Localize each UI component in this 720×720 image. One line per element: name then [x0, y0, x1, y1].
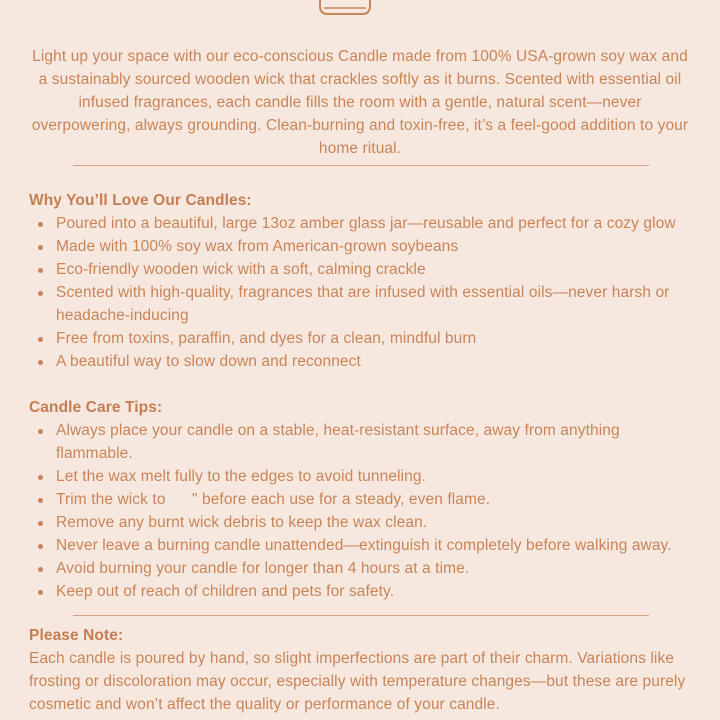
section-divider: [73, 615, 649, 616]
list-item: Always place your candle on a stable, heat-resistant surface, away from anything flammable.: [29, 419, 699, 465]
list-item: Free from toxins, paraffin, and dyes for a clean, mindful burn: [29, 327, 699, 350]
section-divider: [73, 165, 649, 166]
intro-paragraph: Light up your space with our eco-conscious Candle made from 100% USA-grown soy wax and a sustainably sourced wooden wick that crackles softly as it burns. Scented with essential oil infused fragrances, each candle fills the room with a gentle, natural scent—never overpowering, always grounding. Clean-burning and toxin-free, it’s a feel-good addition to your home ritual.: [31, 47, 689, 157]
why-love-heading: Why You’ll Love Our Candles:: [29, 192, 252, 209]
please-note-heading: Please Note:: [29, 627, 124, 644]
list-item: Scented with high-quality, fragrances that are infused with essential oils—never harsh or headache-inducing: [29, 281, 699, 327]
why-love-section: [29, 189, 699, 373]
care-tips-heading: Candle Care Tips:: [29, 399, 163, 416]
please-note-section: [29, 624, 699, 716]
list-item: Trim the wick to " before each use for a steady, even flame.: [29, 488, 699, 511]
please-note-text: Each candle is poured by hand, so slight imperfections are part of their charm. Variations like frosting or discoloration may occur, especially with temperature changes—but these are purely cosmetic and won’t affect the quality or performance of your candle.: [29, 650, 686, 713]
care-tips-section: [29, 396, 699, 603]
list-item: Remove any burnt wick debris to keep the wax clean.: [29, 511, 699, 534]
list-item: Eco-friendly wooden wick with a soft, calming crackle: [29, 258, 699, 281]
list-item: Made with 100% soy wax from American-grown soybeans: [29, 235, 699, 258]
care-tips-list: [29, 419, 699, 603]
list-item: Avoid burning your candle for longer than 4 hours at a time.: [29, 557, 699, 580]
list-item: Keep out of reach of children and pets for safety.: [29, 580, 699, 603]
why-love-list: [29, 212, 699, 373]
list-item: Poured into a beautiful, large 13oz amber glass jar—reusable and perfect for a cozy glow: [29, 212, 699, 235]
list-item: A beautiful way to slow down and reconnect: [29, 350, 699, 373]
candle-jar-icon: [300, 0, 390, 20]
list-item: Let the wax melt fully to the edges to avoid tunneling.: [29, 465, 699, 488]
list-item: Never leave a burning candle unattended—extinguish it completely before walking away.: [29, 534, 699, 557]
